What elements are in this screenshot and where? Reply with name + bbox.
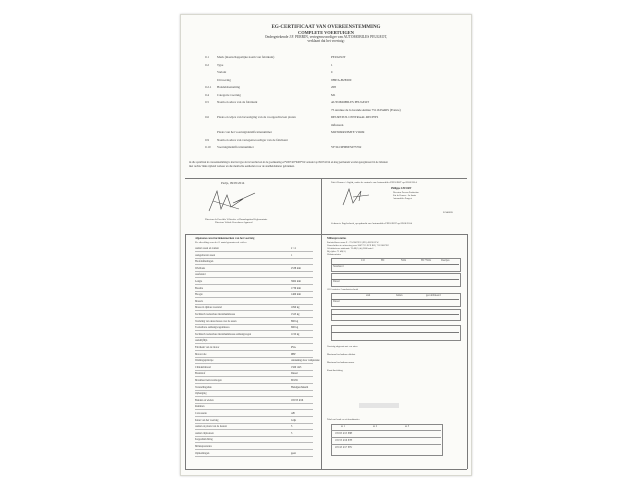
field-number: 0.6 <box>205 115 209 119</box>
emissions-header: Deeltjes <box>441 259 450 262</box>
tyre-row: 195/55 R16 87H <box>335 439 353 442</box>
left-item-label: Aangedreven assen <box>195 253 216 257</box>
signature-right <box>339 185 399 209</box>
left-item-label: Wielbasis <box>195 266 206 270</box>
left-item-label: Aantal assen en wielen <box>195 247 219 250</box>
emissions-header: CO <box>361 259 365 262</box>
field-label: Merk (maatschappelijke naam van fabrikant) <box>217 55 275 59</box>
row-rule <box>195 429 313 430</box>
field-label: Handelsbenaming <box>217 85 241 89</box>
co2-header: buiten <box>396 294 403 297</box>
right-signer-name: Philippe LEFORT <box>391 187 412 190</box>
left-item-label: Asafstand <box>195 273 206 277</box>
left-item-label: Massa's <box>195 299 204 303</box>
row-rule <box>195 264 313 265</box>
divider <box>467 234 468 469</box>
field-label: Type <box>217 62 224 67</box>
left-heading-sub: Zie afbeelding voor deel 1 aantal gemonteerde wielen <box>195 241 247 244</box>
field-label: Categorie voertuig <box>217 92 241 97</box>
highlight-field <box>359 403 399 408</box>
row-rule <box>195 357 313 358</box>
right-signer-role-1: Directeur Process Production <box>393 192 419 194</box>
left-item-value: Grijs <box>291 418 297 422</box>
left-item-label: Breedte <box>195 286 204 290</box>
row-rule <box>195 383 313 384</box>
field-number: 0.4 <box>205 92 209 97</box>
field-label: Naam en adres van de fabrikant <box>217 100 258 104</box>
note-item: Maximaal toelaatbare daklast <box>327 353 356 356</box>
table-rule <box>331 279 459 280</box>
row-rule <box>195 416 313 417</box>
table-rule <box>331 264 459 265</box>
note-item: Kantelinrichting <box>327 369 343 372</box>
field-value: M1 <box>331 92 336 97</box>
left-item-value: geen <box>291 451 296 455</box>
row-rule <box>195 436 313 437</box>
left-item-label: Banden en wielen <box>195 398 214 402</box>
row-rule <box>195 258 313 259</box>
row-rule <box>195 370 313 371</box>
row-rule <box>195 297 313 298</box>
note-item: Voertuig uitgerust met een airco <box>327 345 358 348</box>
emissions-header: HC+NOx <box>421 259 432 262</box>
extra-table-2 <box>331 325 461 341</box>
left-item-label: Massa in rijklare toestand <box>195 306 222 310</box>
field-value: 9HP/A-B2E000 <box>331 77 352 82</box>
field-value: MOTORRUIMTE VOOR <box>331 130 365 134</box>
table-rule <box>331 299 459 300</box>
signature-left <box>203 187 263 217</box>
left-item-label: Technisch toelaatbare maximummassa aanhangwagen <box>195 332 252 336</box>
right-code: B 94085B <box>443 211 453 214</box>
row-rule <box>195 350 313 351</box>
right-text-1: Emissieklasse norm E - 715/2007/EG (EU) 459/2012 W <box>327 242 379 244</box>
right-signer-role-2: Site de Rennes - La Janais <box>393 195 417 197</box>
field-value: DEURSTIJL CENTRAAL RECHTS <box>331 115 379 119</box>
column-divider <box>321 234 322 469</box>
right-note: Gedaan te Ergelvrhenk, op opdracht van Automobiles PEUGEOT op 09/06/2014 <box>331 222 412 225</box>
left-item-label: Technisch toelaatbare maximummassa <box>195 313 236 316</box>
row-rule <box>195 337 313 338</box>
emissions-table-2 <box>331 273 461 287</box>
field-value: 1 <box>331 62 333 67</box>
left-item-label: Koppelinrichting <box>195 438 213 442</box>
row-rule <box>195 363 313 364</box>
row-rule <box>195 277 313 278</box>
field-value: C <box>331 70 334 74</box>
left-item-value: 5 <box>291 425 293 429</box>
extra-table <box>331 309 461 321</box>
emissions-header: NOx <box>401 259 407 262</box>
row-rule <box>195 376 313 377</box>
field-number: 0.10 <box>205 145 211 149</box>
table-rule <box>331 437 441 438</box>
field-number: 0.5 <box>205 100 209 104</box>
emissions-row-label-2: Diesel <box>333 280 340 283</box>
left-item-value: 1 <box>291 253 293 257</box>
field-label: Variant <box>217 70 227 74</box>
left-item-value: 1090 kg <box>291 306 300 310</box>
divider <box>185 234 467 235</box>
left-item-label: Kleur van het voertuig <box>195 418 219 422</box>
left-item-label: Carrosserie <box>195 412 207 415</box>
co2-heading: CO2-emissies / brandstofverbruik <box>327 289 359 291</box>
row-rule <box>195 442 313 443</box>
table-rule <box>331 444 441 445</box>
row-rule <box>195 284 313 285</box>
co2-header: stad <box>366 294 371 297</box>
left-item-value: 1560 cm3 <box>291 365 302 369</box>
co2-row-label: Diesel <box>333 300 340 303</box>
field-label: Uitvoering <box>217 77 231 82</box>
row-rule <box>195 456 313 457</box>
field-value: VF3LC9HP6ES075792 <box>331 145 362 149</box>
left-item-value: ontsteking door compressie <box>291 359 320 363</box>
row-rule <box>195 449 313 450</box>
left-item-value: PSA <box>291 346 296 349</box>
left-item-label: Toelaatbare aanhangwagenmassa <box>195 326 230 330</box>
left-item-value: 9HP <box>291 352 296 356</box>
field-value: PEUGEOT <box>331 55 346 59</box>
field-number: 0.1 <box>205 55 209 59</box>
field-value: AUTOMOBILES PEUGEOT <box>331 100 370 104</box>
left-heading: Algemene constructiekenmerken van het voertuig <box>195 237 255 240</box>
tyre-row: 185/65 R15 88H <box>335 432 353 435</box>
right-text-2: Voorschriften ter uitvoering van: 2007/715 ECE R83, 715/2007/EG <box>327 245 390 247</box>
tyre-header: as 3 <box>405 425 410 428</box>
left-item-label: Motorcode <box>195 352 207 356</box>
row-rule <box>195 324 313 325</box>
row-rule <box>195 403 313 404</box>
field-label: Plaats en wijze van bevestiging van de voorgeschreven platen <box>217 115 296 119</box>
row-rule <box>195 310 313 311</box>
left-item-label: Maximaal nettovermogen <box>195 379 222 382</box>
left-item-value: 195/55 R16 <box>291 398 304 402</box>
left-item-value: 690 kg <box>291 326 299 330</box>
right-text-5: Uitlaatemissies <box>327 254 342 256</box>
row-rule <box>195 317 313 318</box>
row-rule <box>195 251 313 252</box>
left-item-value: 5 <box>291 431 293 435</box>
page-title: EG-CERTIFICAAT VAN OVEREENSTEMMING <box>271 25 381 30</box>
field-label: Plaats van het voertuigidentificatienummer <box>217 130 272 134</box>
divider <box>185 178 467 179</box>
left-item-label: Versnellingsbak <box>195 385 212 389</box>
left-item-value: AB <box>291 412 295 415</box>
page-subtitle: COMPLETE VOERTUIGEN <box>298 30 354 35</box>
field-label: Naam en adres van vertegenwoordiger van de fabrikant <box>217 137 288 142</box>
note-item: Maximaal toelaatbaar massa <box>327 361 355 364</box>
left-item-value: 2538 mm <box>291 266 301 270</box>
row-rule <box>195 330 313 331</box>
field-value: 75 Avenue de la Grande Armée 75116 PARIS (France) <box>331 107 401 112</box>
left-item-label: Ophanging <box>195 392 207 396</box>
table-rule <box>331 332 459 333</box>
row-rule <box>195 304 313 305</box>
row-rule <box>195 423 313 424</box>
left-item-label: Remmen <box>195 405 205 409</box>
table-rule <box>331 430 441 431</box>
row-rule <box>195 291 313 292</box>
row-rule <box>195 390 313 391</box>
left-item-label: Aantal en plaats van de deuren <box>195 425 227 429</box>
left-item-value: 1150 kg <box>291 332 300 336</box>
right-text-4: Bij rijden: 71 dB(A) <box>327 251 346 253</box>
left-item-value: Handgeschakeld <box>291 385 309 389</box>
field-number: 0.2 <box>205 62 209 67</box>
left-item-value: 860 kg <box>291 319 299 323</box>
tyre-row: 205/45 R17 88V <box>335 446 353 449</box>
left-item-label: Verdeling van deze massa over de assen <box>195 319 237 323</box>
intro-line-2: verklaart dat het voertuig: <box>307 39 345 43</box>
row-rule <box>195 409 313 410</box>
left-signer-sub: Directeur Vehicle Procedures Approval <box>215 221 253 224</box>
right-signer-role-3: Automobiles Peugeot <box>393 198 412 200</box>
row-rule <box>195 271 313 272</box>
field-label: Voertuigidentificatienummer <box>217 145 254 149</box>
field-number: 0.2.1 <box>205 85 212 89</box>
bottom-label: Tabel met band en wielcombinaties <box>327 419 360 421</box>
left-item-value: Diesel <box>291 372 298 376</box>
right-place-date: Fait à Rennes / Afgiftt, onder de controle van Automobiles PEUGEOT op 09/06/2014 <box>331 181 417 184</box>
left-item-value: 68 kW <box>291 379 298 382</box>
left-item-label: Werkingsprincipe <box>195 359 214 363</box>
left-signer-title: Directeur de Procédés Véhicules et Homologation Réglementaire <box>205 218 268 221</box>
table-rule <box>331 314 459 315</box>
left-item-label: Cilinderinhoud <box>195 365 211 369</box>
left-item-label: Milieuprestaties <box>195 445 212 448</box>
left-item-label: Opmerkingen <box>195 451 210 455</box>
statement-line-2: met rechts/ links rijdend verkeer en die metrische eenheden voor de snelheidsmeter gebruiken. <box>189 165 295 168</box>
left-item-label: Aantal zitplaatsen <box>195 431 214 435</box>
field-number: 0.9 <box>205 137 209 142</box>
tyre-header: as 1 <box>341 425 346 428</box>
left-item-label: Aandrijflijn <box>195 339 208 343</box>
statement-line-1: in alle opzichten in overeenstemming is met het type dat is beschreven in de goedkeuring e2*2007/46*0485*04 verleend op 09/05/2014 en mag permanent worden geregistreerd in de lidstaten <box>189 161 388 164</box>
tyre-header: as 2 <box>373 425 378 428</box>
left-item-value: 1460 mm <box>291 293 301 297</box>
certificate-page <box>180 14 472 476</box>
left-item-label: Lengte <box>195 280 203 283</box>
emissions-row-label: Standaard <box>333 265 344 268</box>
divider <box>185 469 467 470</box>
left-item-label: Brandstof <box>195 372 206 376</box>
left-place-date: Parijs, 09/05/2014 <box>221 181 245 185</box>
left-item-value: 3962 mm <box>291 280 301 283</box>
right-heading: Milieuprestaties <box>327 237 347 240</box>
left-item-value: 1739 mm <box>291 286 301 290</box>
right-text-3: Geluidsniveau stationair: 76 dB(A) bij 3000 min-1 <box>327 248 374 250</box>
intro-line-1: Ondergetekende J.F. PERRIN, vertegenwoordiger van AUTOMOBILES PEUGEOT, <box>264 35 388 39</box>
left-item-label: Hoofdafmetingen <box>195 260 214 264</box>
divider <box>321 178 322 234</box>
co2-header: gecombineerd <box>426 294 441 297</box>
row-rule <box>195 343 313 344</box>
left-item-value: 2 / 4 <box>291 247 296 250</box>
left-item-label: Hoogte <box>195 293 203 297</box>
left-item-value: 1525 kg <box>291 313 300 316</box>
row-rule <box>195 396 313 397</box>
left-item-label: Fabrikant van de motor <box>195 346 220 349</box>
field-value: 208 <box>331 85 336 89</box>
divider <box>185 234 186 469</box>
emissions-header: HC <box>381 259 385 262</box>
field-value: inflatoren <box>331 122 344 127</box>
